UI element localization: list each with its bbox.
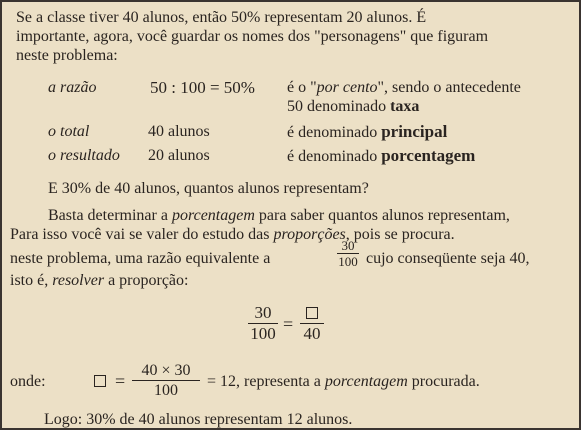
solution-numerator: 40 × 30 (141, 362, 191, 379)
intro-line-1: Se a classe tiver 40 alunos, então 50% representam 20 alunos. É (16, 9, 427, 26)
conclusion-line: Logo: 30% de 40 alunos representam 12 alunos. (44, 411, 353, 428)
fraction-bar (132, 380, 200, 381)
proportion-equals: = (283, 314, 294, 334)
proportion-right-denominator: 40 (303, 324, 321, 343)
solution-fraction (132, 362, 200, 399)
term-resultado: o resultado (48, 147, 120, 164)
value-razao: 50 : 100 = 50% (150, 78, 255, 97)
body-line-4: isto é, resolver a proporção: (10, 272, 189, 289)
desc-razao-line-2: 50 denominado taxa (287, 98, 420, 115)
unknown-box-icon (300, 304, 324, 322)
inline-fraction (337, 239, 359, 268)
solution-denominator: 100 (154, 382, 178, 399)
desc-razao: é o "por cento", sendo o antecedente (287, 79, 521, 96)
unknown-box-icon (94, 373, 106, 391)
term-total: o total (48, 123, 90, 140)
solution-result: = 12, representa a porcentagem procurada. (207, 373, 480, 390)
desc-resultado: é denominado porcentagem (287, 146, 476, 165)
body-line-3-b: cujo conseqüente seja 40, (366, 250, 530, 267)
intro-line-3: neste problema: (16, 47, 118, 64)
question-line: E 30% de 40 alunos, quantos alunos representam? (48, 180, 369, 197)
body-line-3-a: neste problema, uma razão equivalente a (10, 250, 271, 267)
proportion-left-fraction (248, 304, 278, 343)
solution-equals: = (115, 371, 126, 391)
inline-fraction-denominator: 100 (338, 254, 358, 269)
term-razao: a razão (48, 79, 97, 96)
inline-fraction-numerator: 30 (341, 238, 355, 253)
body-line-2: Para isso você vai se valer do estudo das proporções, pois se procura. (10, 226, 455, 243)
proportion-left-denominator: 100 (250, 324, 276, 343)
proportion-right-fraction (300, 304, 324, 343)
solution-label: onde: (10, 373, 46, 390)
intro-line-2: importante, agora, você guardar os nomes dos "personagens" que figuram (16, 28, 489, 45)
value-total: 40 alunos (148, 123, 210, 140)
body-line-1: Basta determinar a porcentagem para saber quantos alunos representam, (48, 207, 510, 224)
proportion-left-numerator: 30 (254, 303, 272, 322)
desc-total: é denominado principal (287, 122, 448, 141)
value-resultado: 20 alunos (148, 147, 210, 164)
